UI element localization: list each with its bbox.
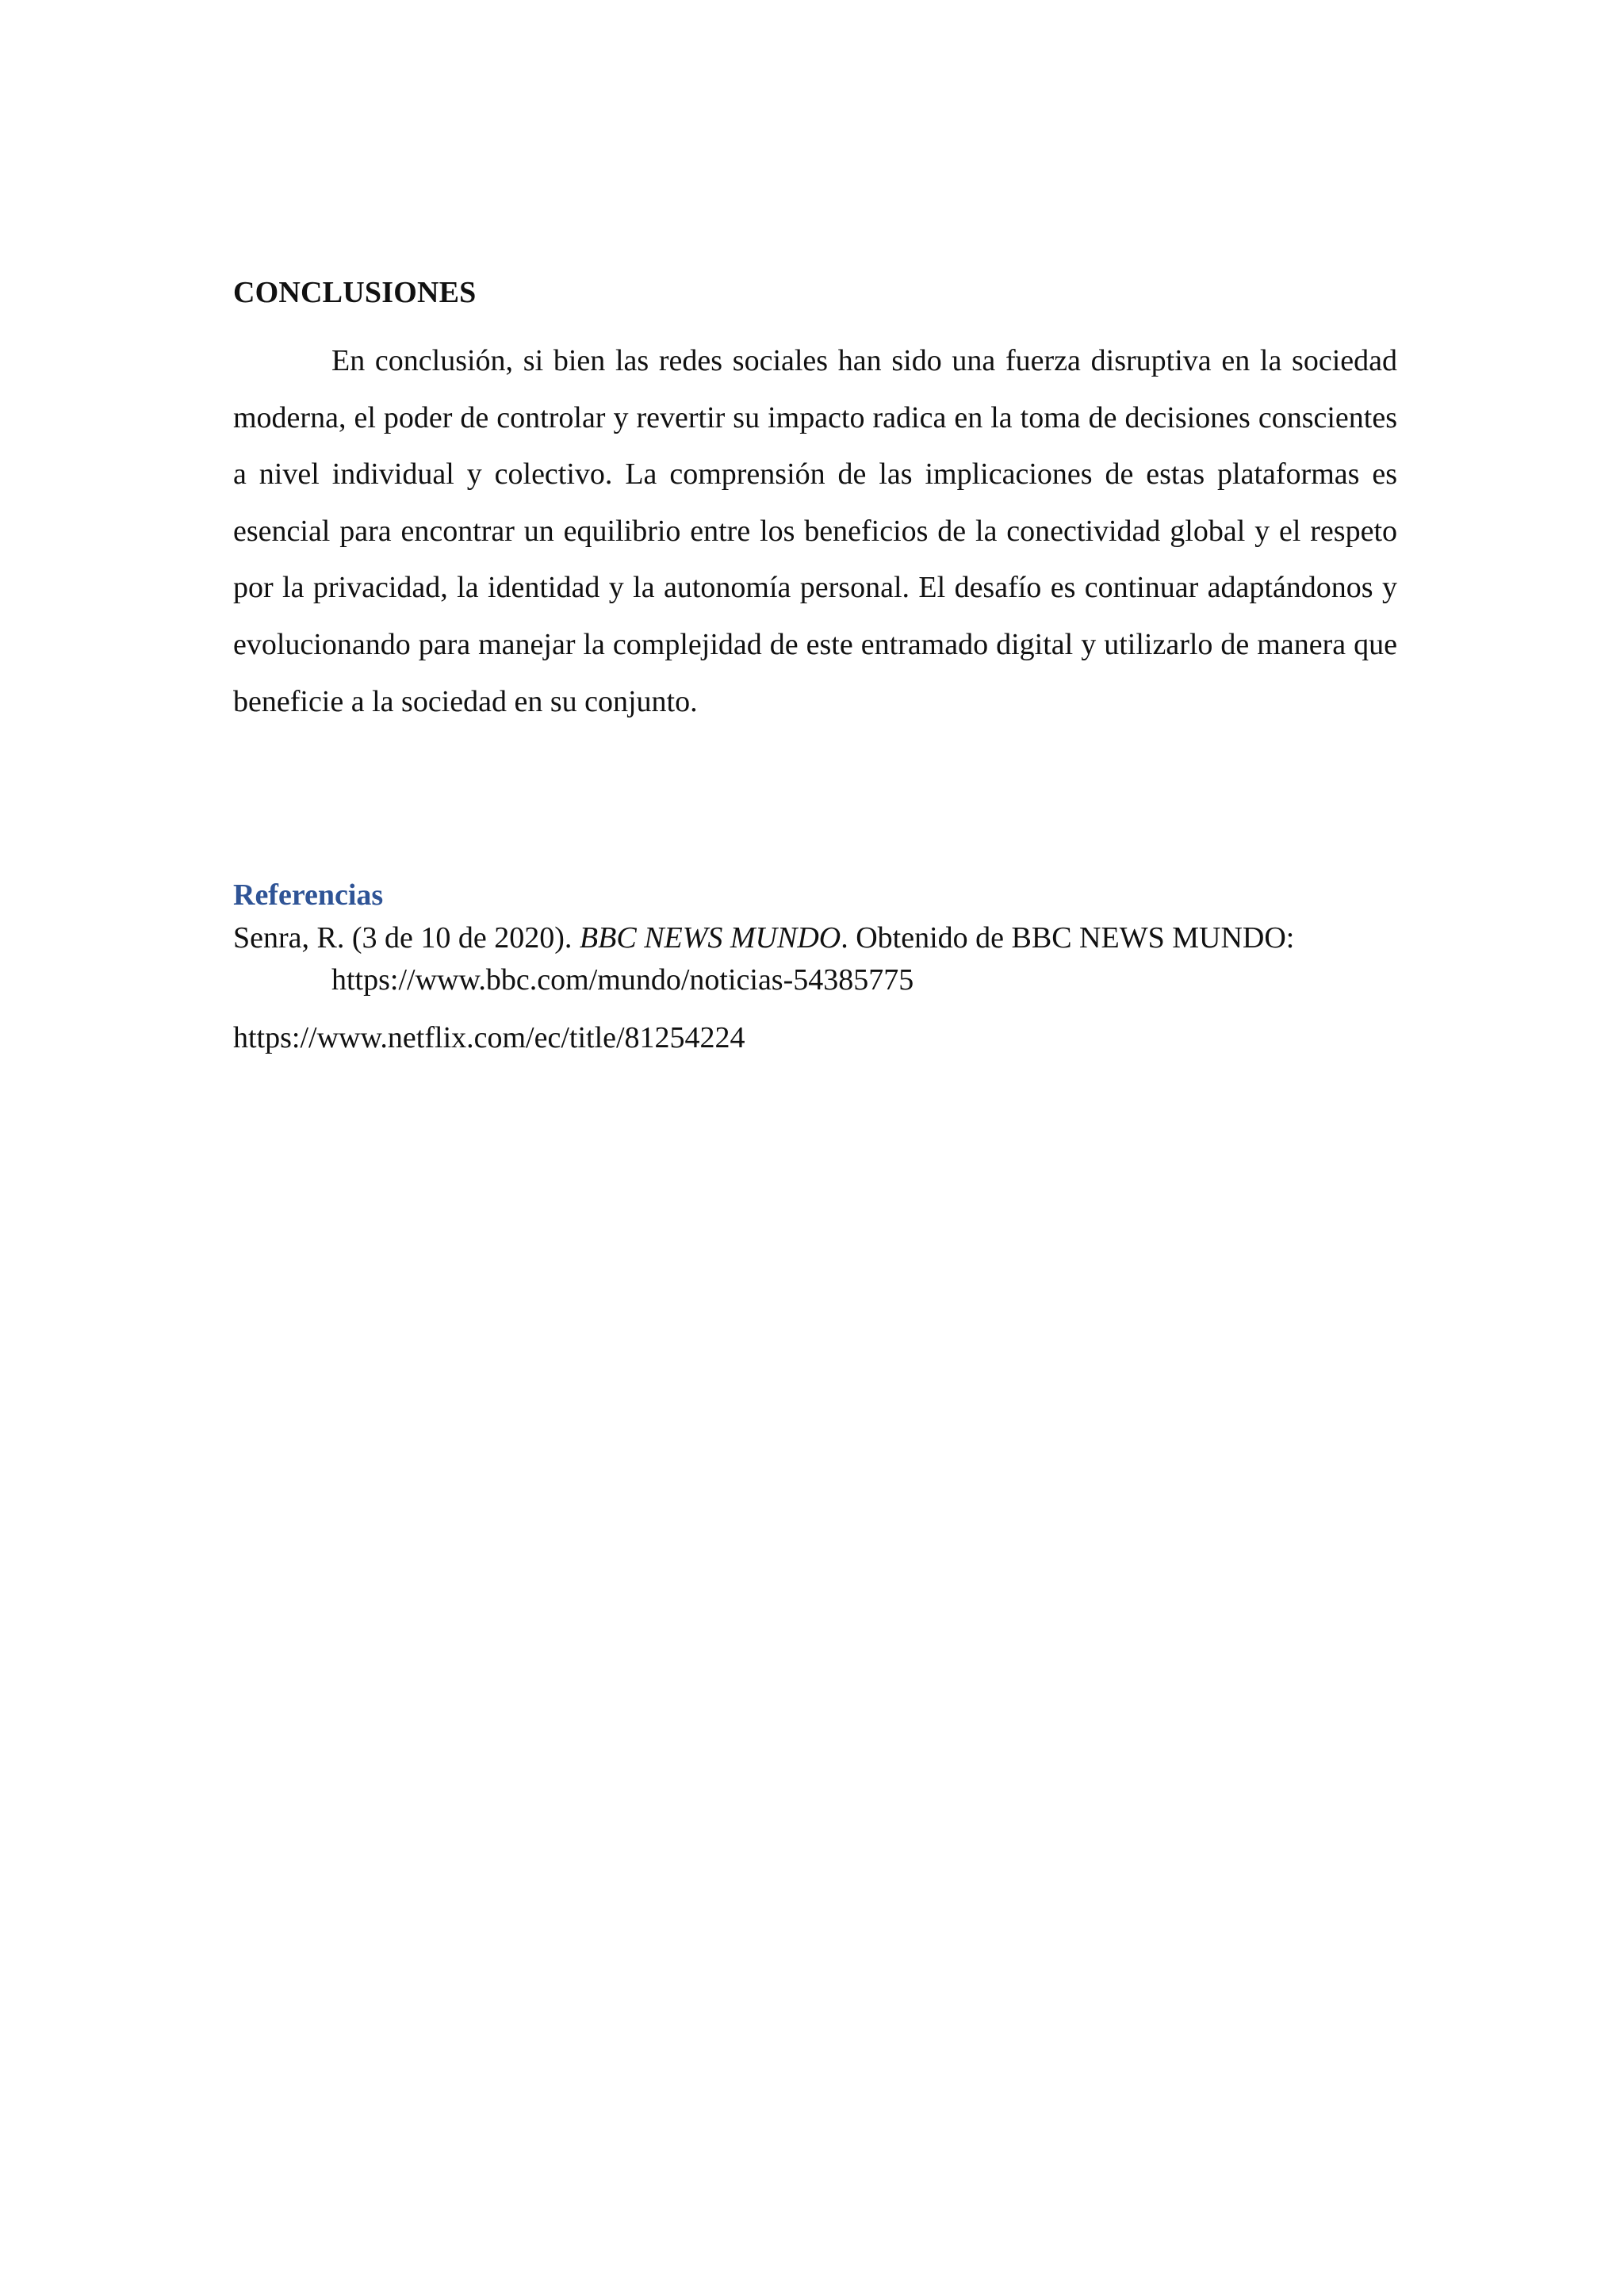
references-heading: Referencias: [233, 878, 384, 913]
reference-source: . Obtenido de BBC NEWS MUNDO:: [841, 921, 1295, 955]
page-content: [233, 268, 1397, 1059]
conclusions-paragraph: En conclusión, si bien las redes sociales han sido una fuerza disruptiva en la sociedad moderna, el poder de controlar y revertir su impacto radica en la toma de decisiones conscientes a nivel individual y colectivo. La comprensión de las implicaciones de estas plataformas es esencial para encontrar un equilibrio entre los beneficios de la conectividad global y el respeto por la privacidad, la identidad y la autonomía personal. El desafío es continuar adaptándonos y evolucionando para manejar la complejidad de este entramado digital y utilizarlo de manera que beneficie a la sociedad en su conjunto.: [233, 344, 1397, 718]
reference-entry: [233, 917, 1397, 1001]
reference-title: BBC NEWS MUNDO: [579, 921, 841, 955]
reference-extra-url: https://www.netflix.com/ec/title/81254224: [233, 1021, 745, 1055]
reference-author-date: Senra, R. (3 de 10 de 2020).: [233, 921, 580, 955]
reference-url: https://www.bbc.com/mundo/noticias-54385775: [331, 963, 914, 997]
conclusions-heading: CONCLUSIONES: [233, 276, 477, 309]
